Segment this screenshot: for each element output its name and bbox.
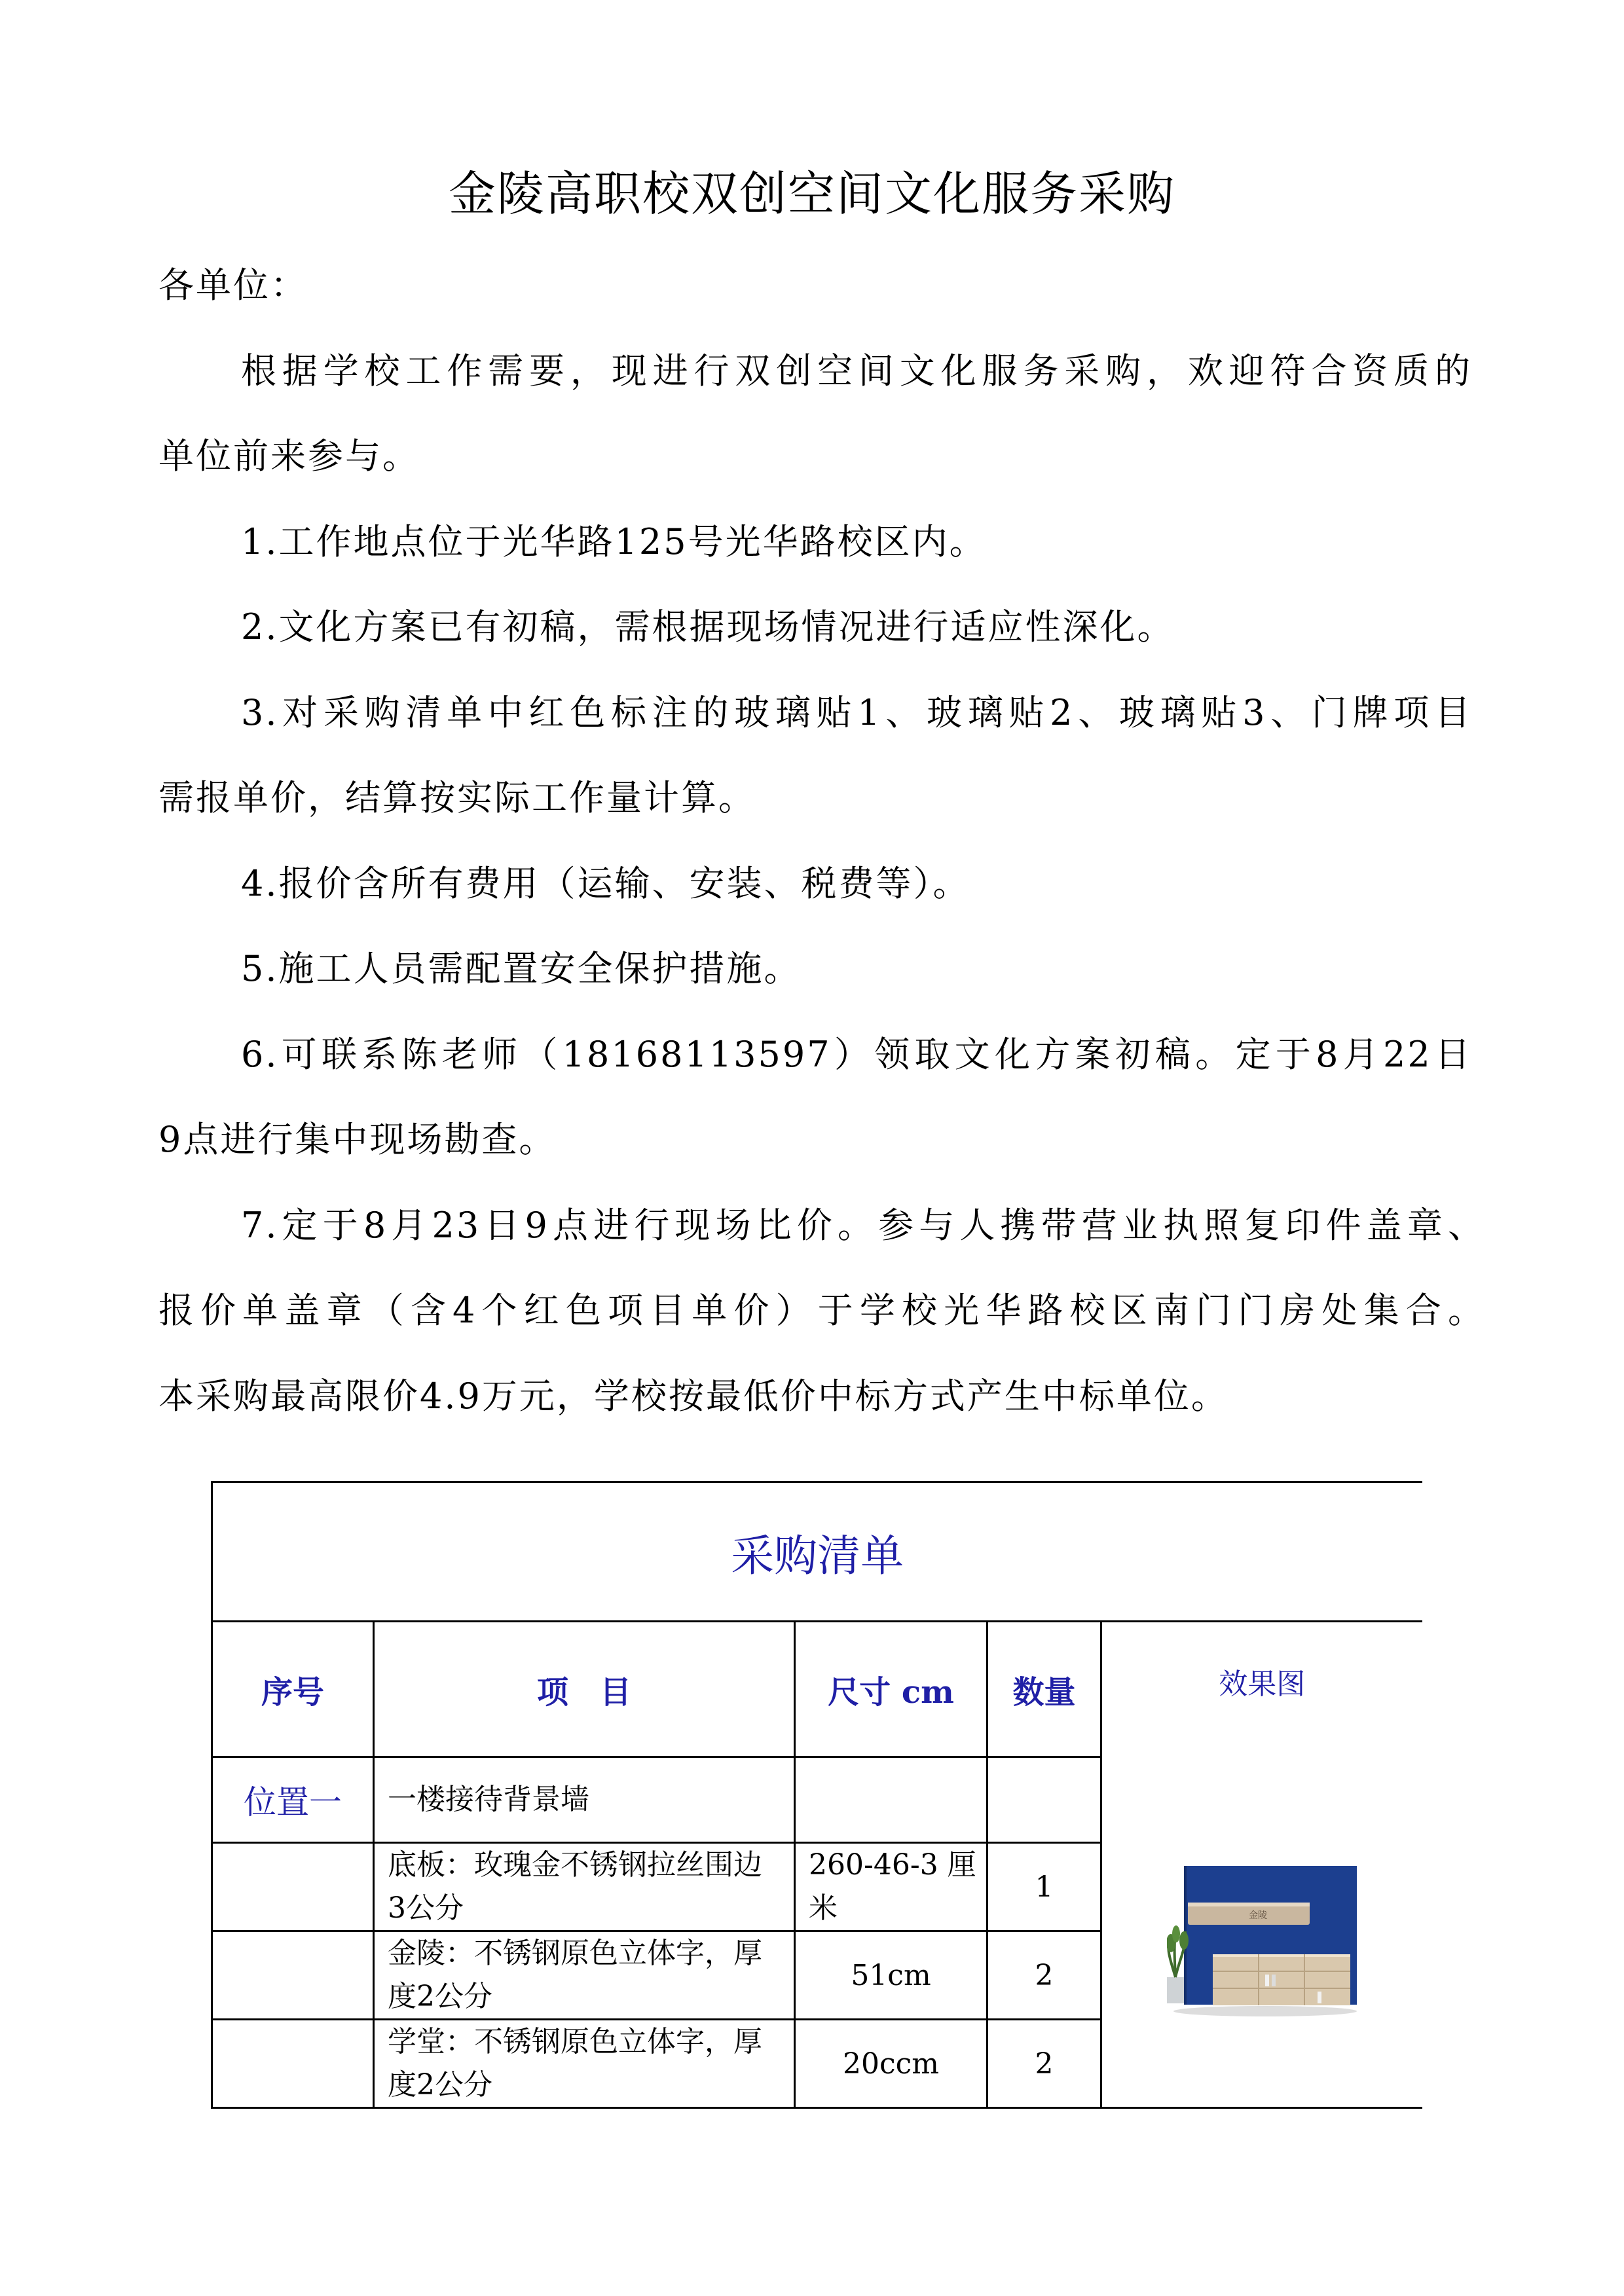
row2-item: 金陵：不锈钢原色立体字，厚度2公分 xyxy=(374,1931,795,2020)
header-item: 项 目 xyxy=(374,1622,795,1757)
item-2: 2.文化方案已有初稿，需根据现场情况进行适应性深化。 xyxy=(241,606,1175,647)
row2-no-empty xyxy=(212,1931,374,2020)
intro-paragraph-line2: 单位前来参与。 xyxy=(158,435,420,477)
row2-size: 51cm xyxy=(795,1931,987,2020)
row1-no-empty xyxy=(212,1843,374,1931)
header-image: 效果图 xyxy=(1219,1667,1306,1701)
item-6-line1: 6.可联系陈老师（18168113597）领取文化方案初稿。定于8月22日 xyxy=(241,1034,1472,1075)
reception-wall-render xyxy=(1167,1866,1357,2023)
item-7-line2: 报价单盖章（含4个红色项目单价）于学校光华路校区南门门房处集合。 xyxy=(158,1290,1485,1331)
svg-text:金陵: 金陵 xyxy=(1249,1910,1268,1921)
item-6-line2: 9点进行集中现场勘查。 xyxy=(158,1119,557,1160)
header-size: 尺寸 cm xyxy=(795,1622,987,1757)
row2-qty: 2 xyxy=(987,1931,1101,2020)
row1-qty: 1 xyxy=(987,1843,1101,1931)
item-7-line1: 7.定于8月23日9点进行现场比价。参与人携带营业执照复印件盖章、 xyxy=(241,1205,1485,1246)
row3-no-empty xyxy=(212,2020,374,2108)
row3-size: 20ccm xyxy=(795,2020,987,2108)
position-qty-empty xyxy=(987,1757,1101,1843)
row1-item: 底板：玫瑰金不锈钢拉丝围边 3公分 xyxy=(374,1843,795,1931)
table-caption: 采购清单 xyxy=(212,1482,1422,1622)
item-1: 1.工作地点位于光华路125号光华路校区内。 xyxy=(241,521,987,562)
header-no: 序号 xyxy=(212,1622,374,1757)
document-title: 金陵高职校双创空间文化服务采购 xyxy=(448,166,1175,221)
item-7-line3: 本采购最高限价4.9万元，学校按最低价中标方式产生中标单位。 xyxy=(158,1376,1228,1417)
item-4: 4.报价含所有费用（运输、安装、税费等）。 xyxy=(241,863,970,904)
salutation: 各单位： xyxy=(158,264,308,306)
item-5: 5.施工人员需配置安全保护措施。 xyxy=(241,948,802,989)
render-image xyxy=(1102,1866,1422,2030)
intro-paragraph-line1: 根据学校工作需要，现进行双创空间文化服务采购，欢迎符合资质的 xyxy=(241,350,1472,392)
position-size-empty xyxy=(795,1757,987,1843)
row1-size: 260-46-3 厘米 xyxy=(795,1843,987,1931)
position-label: 位置一 xyxy=(212,1757,374,1843)
item-3-line2: 需报单价，结算按实际工作量计算。 xyxy=(158,777,756,818)
item-3-line1: 3.对采购清单中红色标注的玻璃贴1、玻璃贴2、玻璃贴3、门牌项目 xyxy=(241,692,1472,733)
position-name: 一楼接待背景墙 xyxy=(374,1757,795,1843)
header-qty: 数量 xyxy=(987,1622,1101,1757)
header-image-cell xyxy=(1101,1622,1422,2108)
row3-qty: 2 xyxy=(987,2020,1101,2108)
row3-item: 学堂：不锈钢原色立体字，厚度2公分 xyxy=(374,2020,795,2108)
procurement-table xyxy=(211,1481,1422,2109)
